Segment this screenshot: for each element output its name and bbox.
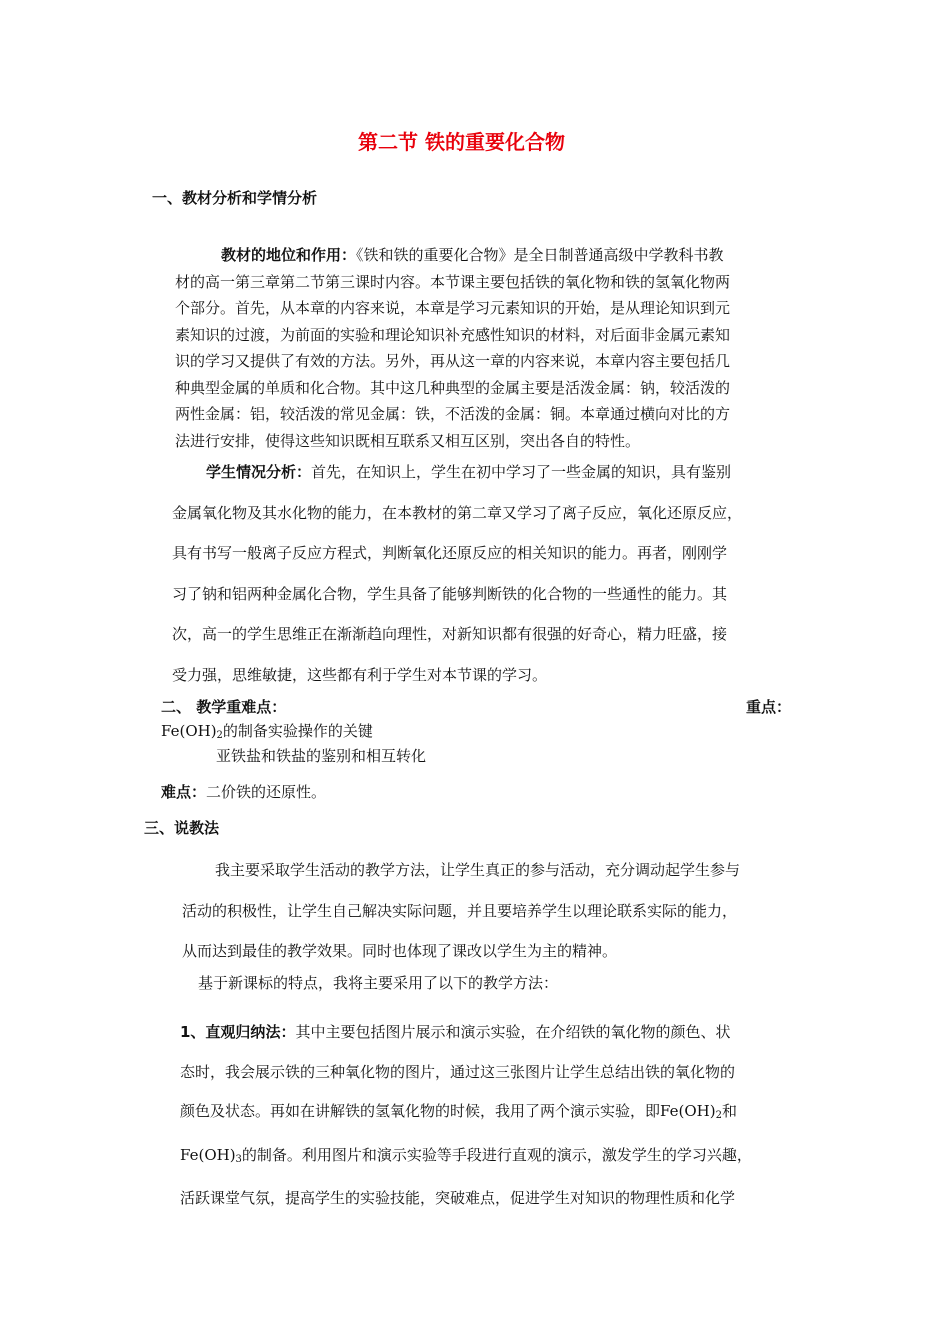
paragraph-line: 种典型金属的单质和化合物。其中这几种典型的金属主要是活泼金属：钠，较活泼的 [175, 378, 731, 397]
section-1-heading: 一、教材分析和学情分析 [152, 189, 318, 207]
section-3-heading: 三、说教法 [144, 819, 220, 837]
keypoint-item-2: 亚铁盐和铁盐的鉴别和相互转化 [216, 747, 427, 765]
paragraph-line: 我主要采取学生活动的教学方法，让学生真正的参与活动，充分调动起学生参与 [215, 861, 741, 879]
paragraph-student-analysis [172, 452, 807, 695]
paragraph-line: 法进行安排，使得这些知识既相互联系又相互区别，突出各自的特性。 [175, 431, 641, 450]
paragraph-line: 两性金属：铝，较活泼的常见金属：铁，不活泼的金属：铜。本章通过横向对比的方 [175, 405, 731, 423]
page-title: 第二节 铁的重要化合物 [358, 130, 565, 154]
paragraph-line: 颜色及状态。再如在讲解铁的氢氧化物的时候，我用了两个演示实验，即$Fe(OH)_2$和 [180, 1102, 737, 1121]
paragraph-line: 次，高一的学生思维正在渐渐趋向理性，对新知识都有很强的好奇心，精力旺盛，接 [172, 625, 728, 643]
paragraph-line: 活动的积极性，让学生自己解决实际问题，并且要培养学生以理论联系实际的能力， [182, 901, 738, 920]
paragraph-line: $Fe(OH)_3$的制备。利用图片和演示实验等手段进行直观的演示，激发学生的学习兴趣， [180, 1145, 752, 1165]
section-2-heading: 二、 教学重难点： [161, 698, 287, 716]
paragraph-line: 金属氧化物及其水化物的能力，在本教材的第二章又学习了离子反应，氧化还原反应， [172, 503, 743, 522]
method-1-label: 1、直观归纳法： [180, 1023, 296, 1041]
methods-intro: 基于新课标的特点，我将主要采用了以下的教学方法： [198, 974, 559, 992]
paragraph-line: 个部分。首先，从本章的内容来说，本章是学习元素知识的开始，是从理论知识到元 [175, 299, 731, 317]
paragraph-position-role [175, 242, 805, 454]
paragraph-line: 其中主要包括图片展示和演示实验，在介绍铁的氧化物的颜色、状 [295, 1023, 731, 1041]
paragraph-line: 材的高一第三章第二节第三课时内容。本节课主要包括铁的氧化物和铁的氢氧化物两 [175, 272, 731, 291]
paragraph-line: 素知识的过渡，为前面的实验和理论知识补充感性知识的材料，对后面非金属元素知 [175, 325, 731, 344]
student-analysis-label: 学生情况分析： [206, 463, 312, 481]
paragraph-line: 态时，我会展示铁的三种氧化物的图片，通过这三张图片让学生总结出铁的氧化物的 [180, 1062, 736, 1081]
paragraph-line: 《铁和铁的重要化合物》是全日制普通高级中学教科书教 [356, 246, 724, 264]
difficulty-text: 二价铁的还原性。 [206, 783, 327, 801]
paragraph-line: 受力强，思维敏捷，这些都有利于学生对本节课的学习。 [172, 665, 548, 684]
difficulty-line [161, 781, 326, 802]
paragraph-method-1 [180, 1013, 812, 1219]
paragraph-line: 习了钠和铝两种金属化合物，学生具备了能够判断铁的化合物的一些通性的能力。其 [172, 584, 728, 603]
position-role-label: 教材的地位和作用： [221, 246, 357, 264]
paragraph-line: 从而达到最佳的教学效果。同时也体现了课改以学生为主的精神。 [182, 942, 618, 960]
paragraph-line: 具有书写一般离子反应方程式，判断氧化还原反应的相关知识的能力。再者，刚刚学 [172, 544, 728, 562]
paragraph-line: 首先，在知识上，学生在初中学习了一些金属的知识，具有鉴别 [311, 463, 732, 481]
keypoint-item-1: $Fe(OH)_2$的制备实验操作的关键 [161, 722, 373, 741]
paragraph-teaching-method [182, 850, 812, 972]
difficulty-label: 难点： [161, 783, 207, 801]
keypoint-label: 重点： [746, 698, 792, 716]
paragraph-line: 识的学习又提供了有效的方法。另外，再从这一章的内容来说，本章内容主要包括几 [175, 352, 731, 370]
paragraph-line: 活跃课堂气氛，提高学生的实验技能，突破难点，促进学生对知识的物理性质和化学 [180, 1189, 736, 1207]
